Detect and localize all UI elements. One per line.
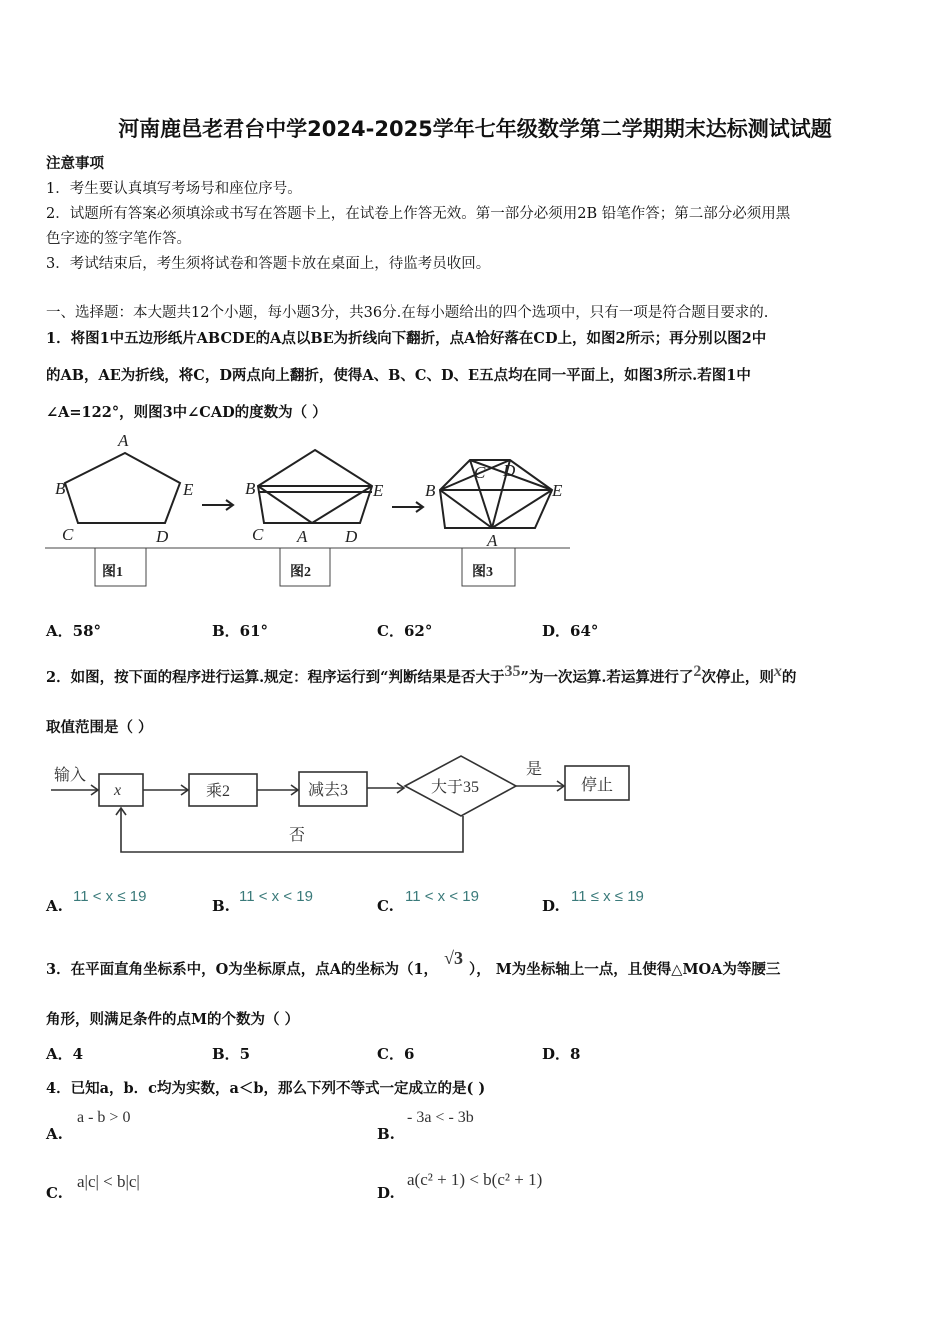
q1-option-d[interactable]: D．64° [542, 622, 599, 640]
q2-option-b[interactable] [212, 897, 230, 915]
q3-sqrt3: √3 [444, 948, 463, 968]
fig1-label-d: D [156, 527, 169, 546]
fig3-caption: 图3 [472, 565, 493, 580]
q4-option-d-letter: D. [377, 1184, 395, 1202]
q2-line-2: 取值范围是（ ） [46, 719, 153, 736]
q2-option-c-expr: 11 < x < 19 [405, 888, 479, 905]
q2-option-b-letter: B. [212, 897, 230, 915]
q3-option-a[interactable]: A．4 [46, 1045, 84, 1063]
fig2-label-a: A [297, 527, 308, 546]
fig3-label-c: C [474, 463, 486, 482]
q1-line-1: 1．将图1中五边形纸片ABCDE的A点以BE为折线向下翻折，点A恰好落在CD上，如图2所示；再分别以图2中 [46, 330, 767, 347]
q4-option-a-letter: A. [46, 1125, 63, 1143]
q1-option-c[interactable]: C．62° [377, 622, 433, 640]
q3-option-b[interactable]: B．5 [212, 1045, 251, 1063]
fig2-label-d: D [345, 527, 358, 546]
q2-num-2: 2 [693, 663, 702, 680]
q3-option-c[interactable]: C．6 [377, 1045, 415, 1063]
fig3-label-b: B [425, 481, 436, 500]
flow-subtract-label: 减去3 [308, 782, 349, 799]
fig1-label-b: B [55, 479, 66, 498]
q1-option-a[interactable]: A．58° [46, 622, 102, 640]
q2-option-a[interactable] [46, 897, 63, 915]
q2-option-c-letter: C. [377, 897, 394, 915]
q4-option-b-letter: B. [377, 1125, 395, 1143]
fig1-label-e: E [183, 480, 194, 499]
q1-figures [40, 428, 580, 593]
section-1-heading: 一、选择题：本大题共12个小题，每小题3分，共36分.在每小题给出的四个选项中，只有一项是符合题目要求的. [46, 305, 769, 321]
flow-x-label: x [114, 782, 122, 799]
note-2-line-1: 2．试题所有答案必须填涂或书写在答题卡上，在试卷上作答无效。第一部分必须用2B 铅笔作答；第二部分必须用黑 [46, 206, 791, 222]
q3-line-2: 角形，则满足条件的点M的个数为（ ） [46, 1011, 300, 1028]
q2-option-d[interactable] [542, 897, 560, 915]
q4-line-1: 4．已知a，b．c均为实数，a＜b，那么下列不等式一定成立的是( ) [46, 1080, 486, 1097]
q2-num-35: 35 [504, 663, 521, 680]
q4-option-d[interactable] [377, 1184, 395, 1202]
flow-yes-label: 是 [526, 761, 543, 778]
q4-option-b[interactable] [377, 1125, 395, 1143]
q2-option-d-letter: D. [542, 897, 560, 915]
q3-option-d[interactable]: D．8 [542, 1045, 581, 1063]
q2-option-d-expr: 11 ≤ x ≤ 19 [571, 888, 644, 905]
q3-line-1 [46, 948, 781, 979]
q1-line-3: ∠A=122°，则图3中∠CAD的度数为（ ） [46, 404, 327, 421]
q4-option-b-expr: - 3a < - 3b [407, 1109, 474, 1126]
fig3-label-d: D [503, 461, 516, 480]
fig2-label-e: E [373, 481, 384, 500]
fig1-label-a: A [118, 431, 129, 450]
pentagon-fig1 [65, 453, 180, 523]
flow-multiply-label: 乘2 [206, 783, 231, 800]
q1-line-2: 的AB，AE为折线，将C，D两点向上翻折，使得A、B、C、D、E五点均在同一平面上，如图3所示.若图1中 [46, 367, 751, 384]
q4-option-c-letter: C. [46, 1184, 63, 1202]
page-title: 河南鹿邑老君台中学2024-2025学年七年级数学第二学期期末达标测试试题 [118, 117, 832, 141]
notes-heading: 注意事项 [46, 155, 104, 172]
q4-option-a-expr: a - b > 0 [77, 1109, 131, 1126]
fig1-label-c: C [62, 525, 74, 544]
q3-text-b: ）， M为坐标轴上一点，且使得△MOA为等腰三 [468, 961, 781, 978]
q2-line-1 [46, 663, 797, 687]
q3-text-a: 3．在平面直角坐标系中，O为坐标原点，点A的坐标为（1， [46, 961, 439, 978]
flow-judge-label: 大于35 [431, 779, 480, 796]
note-1: 1．考生要认真填写考场号和座位序号。 [46, 181, 302, 197]
fig3-label-e: E [552, 481, 563, 500]
q2-option-b-expr: 11 < x < 19 [239, 888, 313, 905]
fig2-caption: 图2 [290, 565, 311, 580]
q2-var-x: x [773, 663, 782, 680]
q2-text-d: 的 [781, 669, 797, 686]
q4-option-a[interactable] [46, 1125, 63, 1143]
fig2-label-b: B [245, 479, 256, 498]
flow-input-label: 输入 [54, 767, 87, 784]
note-2-line-2: 色字迹的签字笔作答。 [46, 231, 191, 247]
q2-text-b: ”为一次运算.若运算进行了 [520, 669, 694, 686]
flow-stop-label: 停止 [581, 777, 614, 794]
q4-option-c[interactable] [46, 1184, 63, 1202]
q2-option-c[interactable] [377, 897, 394, 915]
q2-option-a-letter: A. [46, 897, 63, 915]
q4-option-d-expr: a(c² + 1) < b(c² + 1) [407, 1170, 543, 1189]
q2-text-c: 次停止，则 [701, 669, 774, 686]
q2-option-a-expr: 11 < x ≤ 19 [73, 888, 147, 905]
flow-no-label: 否 [289, 827, 306, 844]
fig1-caption: 图1 [102, 565, 123, 580]
q4-option-c-expr: a|c| < b|c| [77, 1172, 140, 1191]
note-3: 3．考试结束后，考生须将试卷和答题卡放在桌面上，待监考员收回。 [46, 256, 491, 272]
q1-option-b[interactable]: B．61° [212, 622, 269, 640]
q2-text-a: 2．如图，按下面的程序进行运算.规定：程序运行到“判断结果是否大于 [46, 669, 505, 686]
fig3-label-a: A [487, 531, 498, 550]
q2-flowchart [46, 752, 646, 862]
fig2-label-c: C [252, 525, 264, 544]
